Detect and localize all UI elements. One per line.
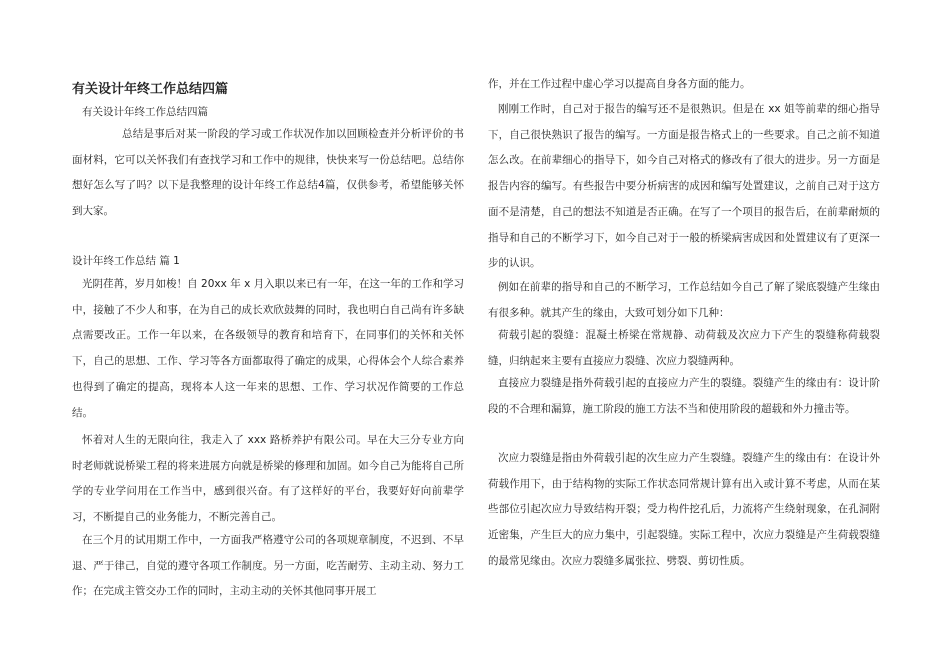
right-paragraph-5: 直接应力裂缝是指外荷载引起的直接应力产生的裂缝。裂缝产生的缘由有：设计阶段的不合理和漏算，施工阶段的施工方法不当和使用阶段的超载和外力撞击等。 <box>488 377 880 415</box>
intro-paragraph: 总结是事后对某一阶段的学习或工作状况作加以回顾检查并分析评价的书面材料，它可以关怀我们有查找学习和工作中的规律，快快来写一份总结吧。总结你想好怎么写了吗？以下是我整理的设计年终工作总结4篇，仅供参考，希望能够关怀到大家。 <box>72 128 464 218</box>
right-paragraph-1: 作，并在工作过程中虚心学习以提高自身各方面的能力。 <box>488 78 751 90</box>
section-heading: 设计年终工作总结 篇 1 <box>72 255 180 267</box>
document-subtitle: 有关设计年终工作总结四篇 <box>82 106 208 118</box>
right-paragraph-4: 荷载引起的裂缝：混凝土桥梁在常规静、动荷载及次应力下产生的裂缝称荷载裂缝，归纳起来主要有直接应力裂缝、次应力裂缝两种。 <box>488 329 880 367</box>
right-paragraph-3: 例如在前辈的指导和自己的不断学习，工作总结如今自己了解了梁底裂缝产生缘由有很多种。就其产生的缘由，大致可划分如下几种： <box>488 281 880 319</box>
right-paragraph-2: 刚刚工作时，自己对于报告的编写还不是很熟识。但是在 xx 姐等前辈的细心指导下，自己很快熟识了报告的编写。一方面是报告格式上的一些要求。自己之前不知道怎么改。在前辈细心的指导下，如今自己对格式的修改有了很大的进步。另一方面是报告内容的编写。有些报告中要分析病害的成因和编写处置建议，之前自己对于这方面不是清楚，自己的想法不知道是否正确。在写了一个项目的报告后，在前辈耐烦的指导和自己的不断学习下，如今自己对于一般的桥梁病害成因和处置建议有了更深一步的认识。 <box>488 103 880 270</box>
left-paragraph-2: 怀着对人生的无限向往，我走入了 xxx 路桥养护有限公司。早在大三分专业方向时老师就说桥梁工程的将来进展方向就是桥梁的修理和加固。如今自己为能将自己所学的专业学问用在工作当中，感到很兴奋。有了这样好的平台，我要好好向前辈学习，不断提自己的业务能力，不断完善自己。 <box>72 434 464 524</box>
right-paragraph-6: 次应力裂缝是指由外荷载引起的次生应力产生裂缝。裂缝产生的缘由有：在设计外荷载作用下，由于结构物的实际工作状态同常规计算有出入或计算不考虑，从而在某些部位引起次应力导致结构开裂；受力构件挖孔后，力流将产生绕射现象，在孔洞附近密集，产生巨大的应力集中，引起裂缝。实际工程中，次应力裂缝是产生荷载裂缝的最常见缘由。次应力裂缝多属张拉、劈裂、剪切性质。 <box>488 452 880 567</box>
document-title: 有关设计年终工作总结四篇 <box>72 82 229 97</box>
left-paragraph-3: 在三个月的试用期工作中，一方面我严格遵守公司的各项规章制度，不迟到、不早退、严于律己，自觉的遵守各项工作制度。另一方面，吃苦耐劳、主动主动、努力工作；在完成主管交办工作的同时，主动主动的关怀其他同事开展工 <box>72 534 464 598</box>
left-paragraph-1: 光阴荏苒，岁月如梭！自 20xx 年 x 月入职以来已有一年，在这一年的工作和学习中，接触了不少人和事，在为自己的成长欢欣鼓舞的同时，我也明白自己尚有许多缺点需要改正。工作一年以来，在各级领导的教育和培育下，在同事们的关怀和关怀下，自己的思想、工作、学习等各方面都取得了确定的成果，心得体会个人综合素养也得到了确定的提高，现将本人这一年来的思想、工作、学习状况作简要的工作总结。 <box>72 278 464 419</box>
